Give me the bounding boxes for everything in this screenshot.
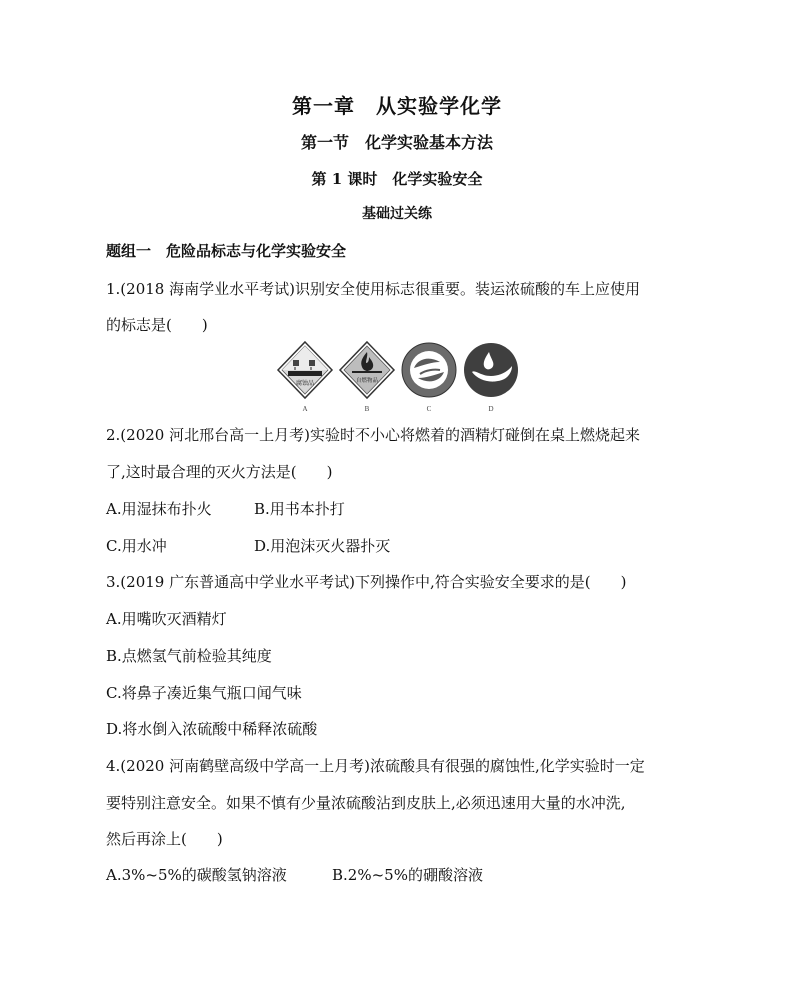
question-2-option-c: C.用水冲	[106, 537, 167, 555]
question-4-line-2: 要特别注意安全。如果不慎有少量浓硫酸沾到皮肤上,必须迅速用大量的水冲洗,	[106, 794, 626, 812]
sign-d-label: D	[488, 405, 494, 413]
question-3-option-c: C.将鼻子凑近集气瓶口闻气味	[106, 684, 302, 702]
question-3-option-b: B.点燃氢气前检验其纯度	[106, 647, 272, 665]
question-3-option-d: D.将水倒入浓硫酸中稀释浓硫酸	[106, 720, 318, 738]
question-1-line-2: 的标志是( )	[106, 316, 208, 334]
sign-a-caption: 腐蚀品	[295, 380, 315, 387]
section-title: 第一节 化学实验基本方法	[300, 133, 493, 152]
question-2-line-2: 了,这时最合理的灭火方法是( )	[106, 463, 333, 481]
question-2-option-b: B.用书本扑打	[254, 500, 345, 518]
sign-b-caption: 自燃物品	[355, 378, 379, 384]
lesson-title: 第 1 课时 化学实验安全	[311, 170, 483, 188]
question-2-option-d: D.用泡沫灭火器扑灭	[254, 537, 391, 555]
sign-a	[276, 340, 334, 418]
sign-c	[400, 340, 458, 418]
corrosive-sign-icon	[276, 340, 334, 402]
question-2-line-1: 2.(2020 河北邢台高一上月考)实验时不小心将燃着的酒精灯碰倒在桌上燃烧起来	[106, 426, 640, 444]
question-4-line-1: 4.(2020 河南鹤壁高级中学高一上月考)浓硫酸具有很强的腐蚀性,化学实验时一定	[106, 757, 645, 775]
sign-b-label: B	[364, 405, 370, 413]
flammable-sign-icon	[338, 340, 396, 402]
green-food-sign-icon	[400, 340, 458, 402]
chapter-title: 第一章 从实验学化学	[292, 94, 502, 118]
sign-a-label: A	[302, 405, 308, 413]
question-1-line-1: 1.(2018 海南学业水平考试)识别安全使用标志很重要。装运浓硫酸的车上应使用	[106, 280, 640, 298]
sign-d	[462, 340, 520, 418]
question-3-option-a: A.用嘴吹灭酒精灯	[106, 610, 227, 628]
sign-c-label: C	[426, 405, 432, 413]
practice-title: 基础过关练	[362, 206, 432, 222]
question-4-line-3: 然后再涂上( )	[106, 830, 223, 848]
question-2-option-a: A.用湿抹布扑火	[106, 500, 212, 518]
question-3-line-1: 3.(2019 广东普通高中学业水平考试)下列操作中,符合实验安全要求的是( )	[106, 573, 627, 591]
question-4-option-a: A.3%~5%的碳酸氢钠溶液	[106, 866, 287, 884]
hazard-signs-figure	[276, 340, 528, 418]
sign-b	[338, 340, 396, 418]
water-saving-sign-icon	[462, 340, 520, 402]
group-title: 题组一 危险品标志与化学实验安全	[106, 242, 347, 260]
question-4-option-b: B.2%~5%的硼酸溶液	[332, 866, 483, 884]
